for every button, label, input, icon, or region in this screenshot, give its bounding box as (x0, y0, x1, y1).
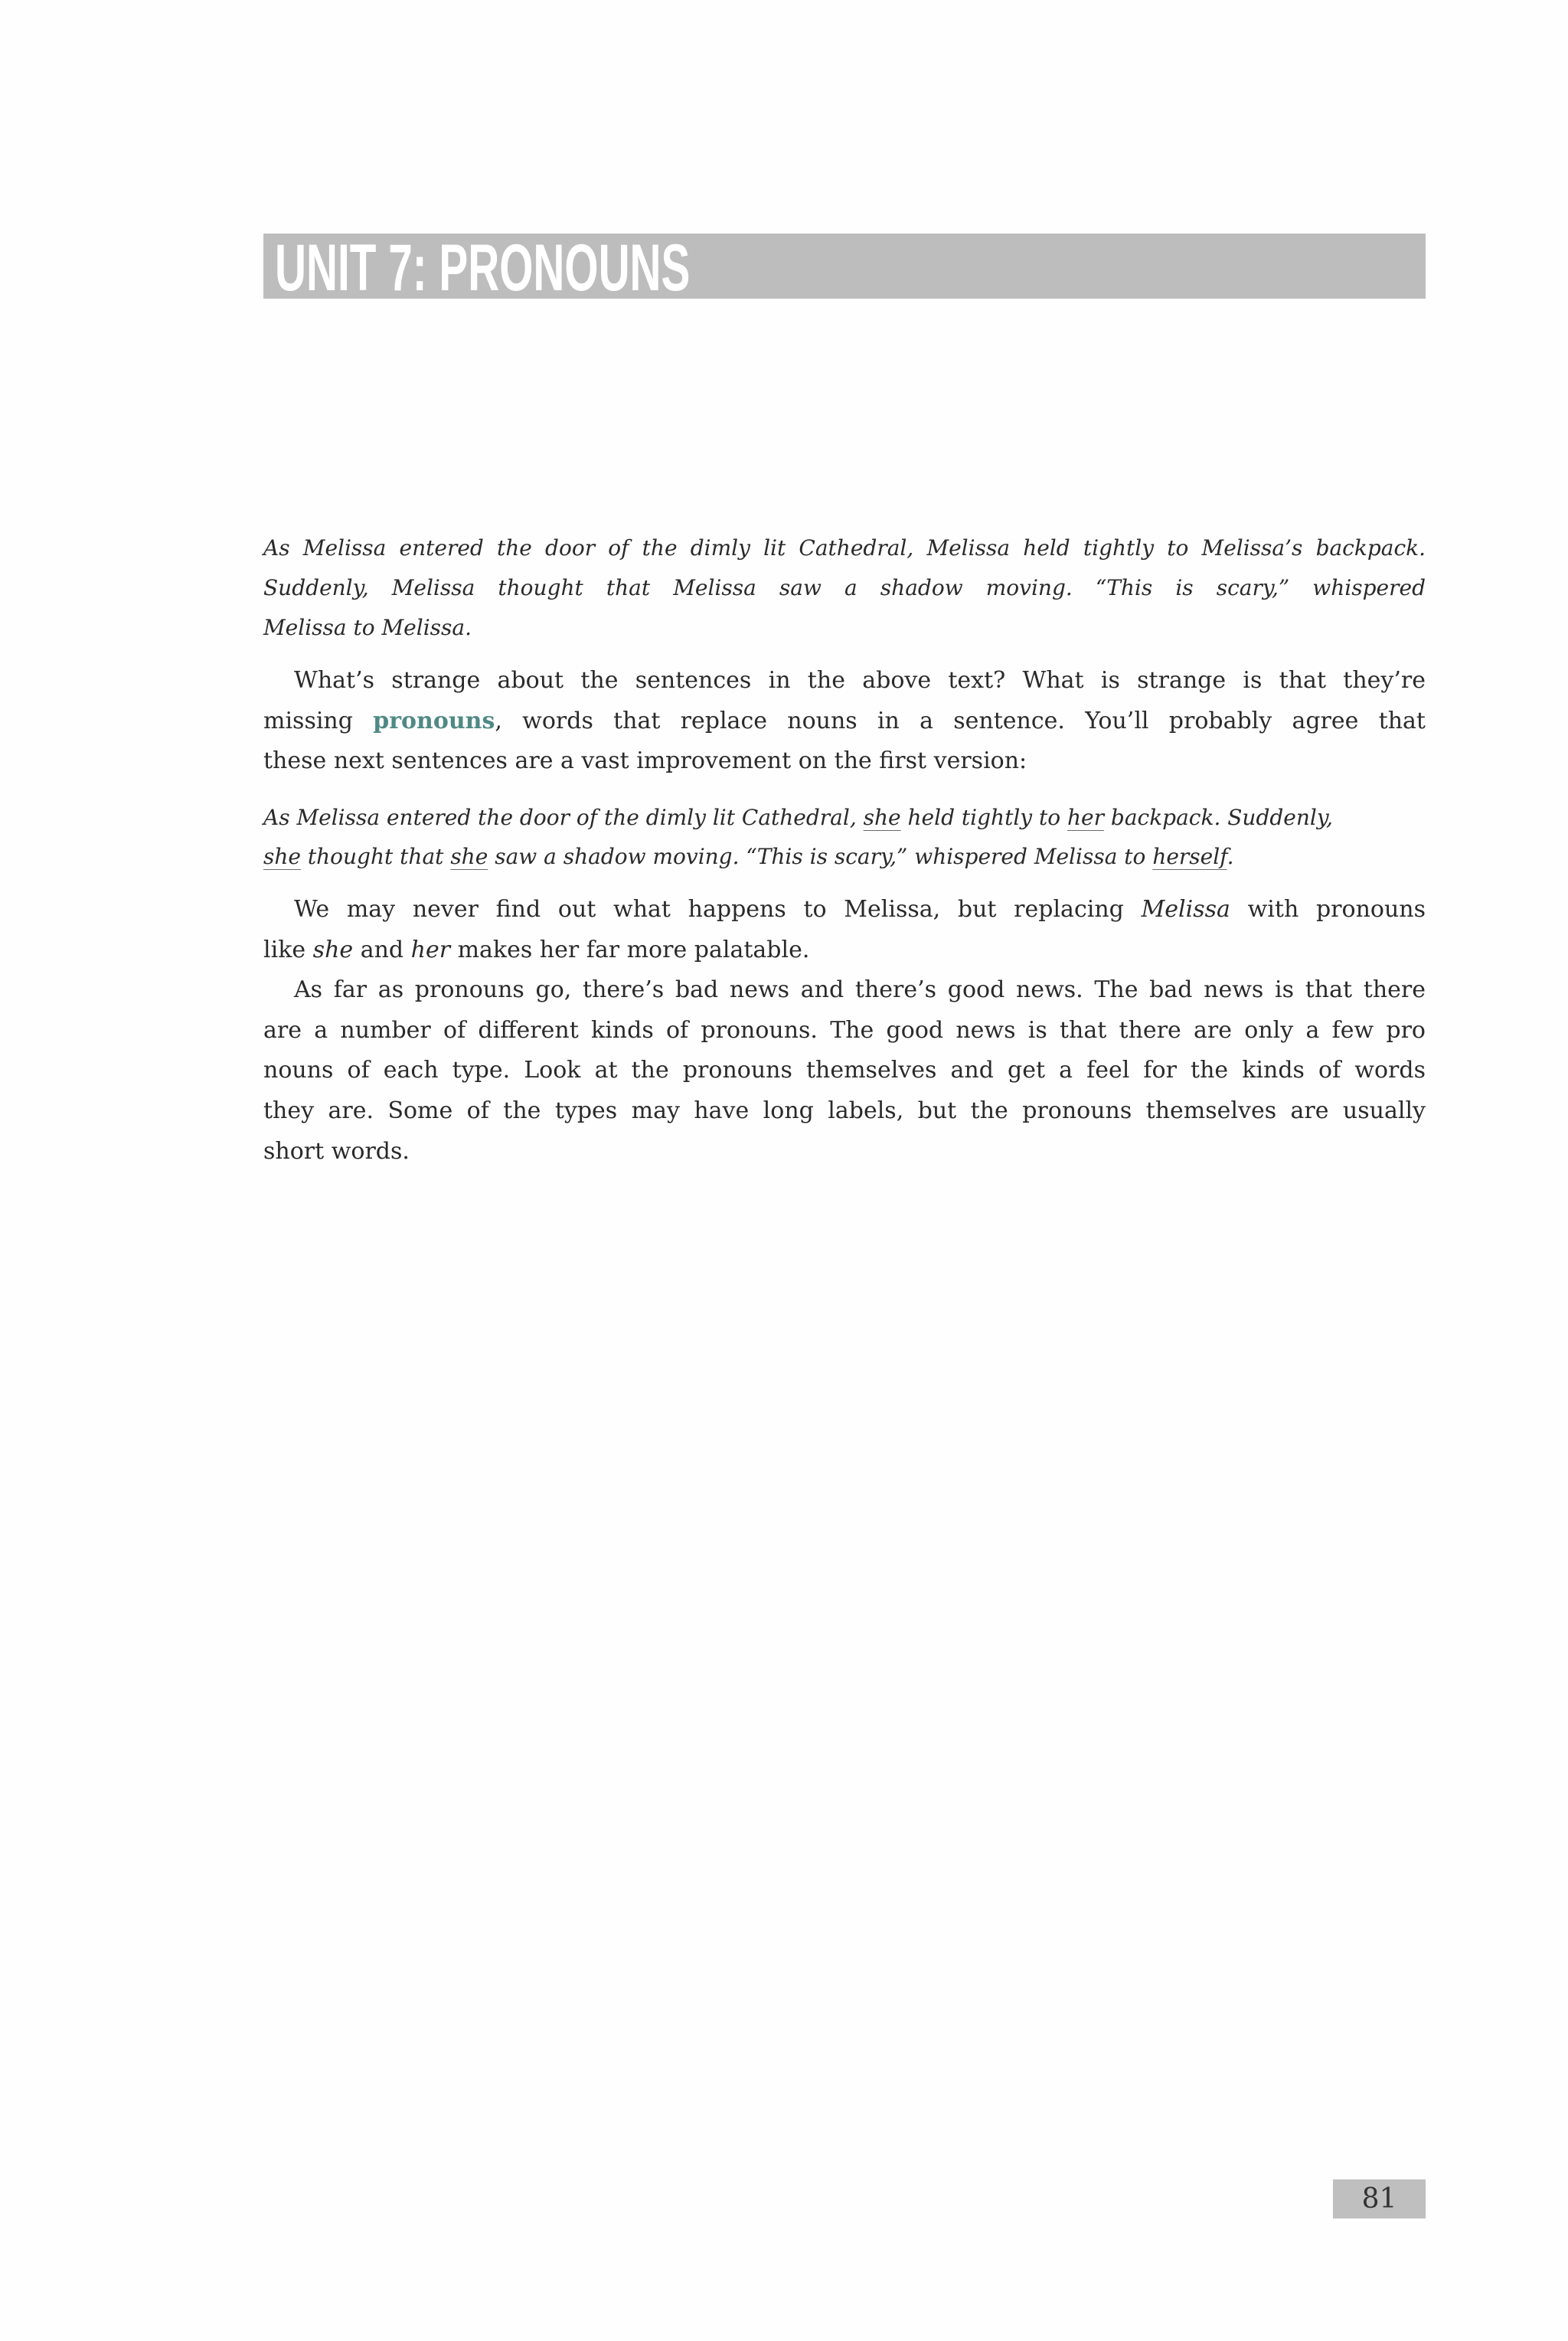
text-run: As Melissa entered the door of the dimly lit Cathedral, (263, 805, 864, 830)
paragraph-line: As far as pronouns go, there’s bad news and there’s good news. The bad news is that there (294, 976, 1426, 1003)
paragraph-replacing-melissa (263, 890, 1426, 970)
text-run: with pronouns (1230, 896, 1426, 923)
example-line: Melissa to Melissa. (263, 615, 472, 640)
text-run: like (263, 936, 313, 963)
paragraph-line: are a number of different kinds of pronouns. The good news is that there are only a few pro (263, 1016, 1426, 1044)
unit-header-bar (263, 234, 1426, 299)
text-run: and (353, 936, 411, 963)
italic-word: she (312, 936, 354, 963)
text-run: . (1227, 844, 1234, 869)
text-run: these next sentences are a vast improvement on the first version: (263, 747, 1027, 775)
example-with-pronouns (263, 798, 1426, 876)
example-line: Suddenly, Melissa thought that Melissa saw a shadow moving. “This is scary,” whispered (263, 575, 1426, 600)
paragraph-line (263, 930, 1426, 971)
text-run: saw a shadow moving. “This is scary,” whispered Melissa to (488, 844, 1153, 869)
text-run: held tightly to (900, 805, 1068, 830)
italic-word: her (410, 936, 451, 963)
key-term-pronouns: pronouns (373, 707, 495, 734)
paragraph-line (263, 890, 1426, 930)
text-run: missing (263, 707, 374, 734)
text-run: We may never find out what happens to Melissa, but replacing (294, 896, 1142, 923)
paragraph-line: short words. (263, 1137, 410, 1165)
paragraph-line: nouns of each type. Look at the pronouns themselves and get a feel for the kinds of words (263, 1057, 1426, 1084)
underlined-pronoun: she (863, 805, 901, 830)
text-run: backpack. Suddenly, (1104, 805, 1333, 830)
example-line (263, 798, 1426, 837)
page-number: 81 (1333, 2179, 1426, 2218)
example-line: As Melissa entered the door of the dimly lit Cathedral, Melissa held tightly to Melissa’s backpack. (263, 535, 1426, 561)
paragraph-line (263, 741, 1426, 782)
underlined-pronoun: her (1067, 805, 1105, 830)
underlined-pronoun: herself (1152, 844, 1227, 869)
text-run: , words that replace nouns in a sentence. You’ll probably agree that (495, 707, 1426, 734)
underlined-pronoun: she (263, 844, 301, 869)
paragraph-good-news (263, 970, 1426, 1172)
text-run: thought that (300, 844, 451, 869)
underlined-pronoun: she (450, 844, 488, 869)
paragraph-line (263, 661, 1426, 701)
unit-title: UNIT 7: PRONOUNS (275, 234, 691, 299)
example-line (263, 837, 1426, 876)
paragraph-line: they are. Some of the types may have long labels, but the pronouns themselves are usually (263, 1097, 1426, 1125)
text-run: What’s strange about the sentences in the above text? What is strange is that they’re (294, 667, 1426, 694)
italic-word: Melissa (1141, 896, 1230, 923)
text-run: makes her far more palatable. (450, 936, 810, 963)
paragraph-whats-strange (263, 661, 1426, 782)
example-without-pronouns (263, 528, 1426, 648)
paragraph-line (263, 701, 1426, 742)
